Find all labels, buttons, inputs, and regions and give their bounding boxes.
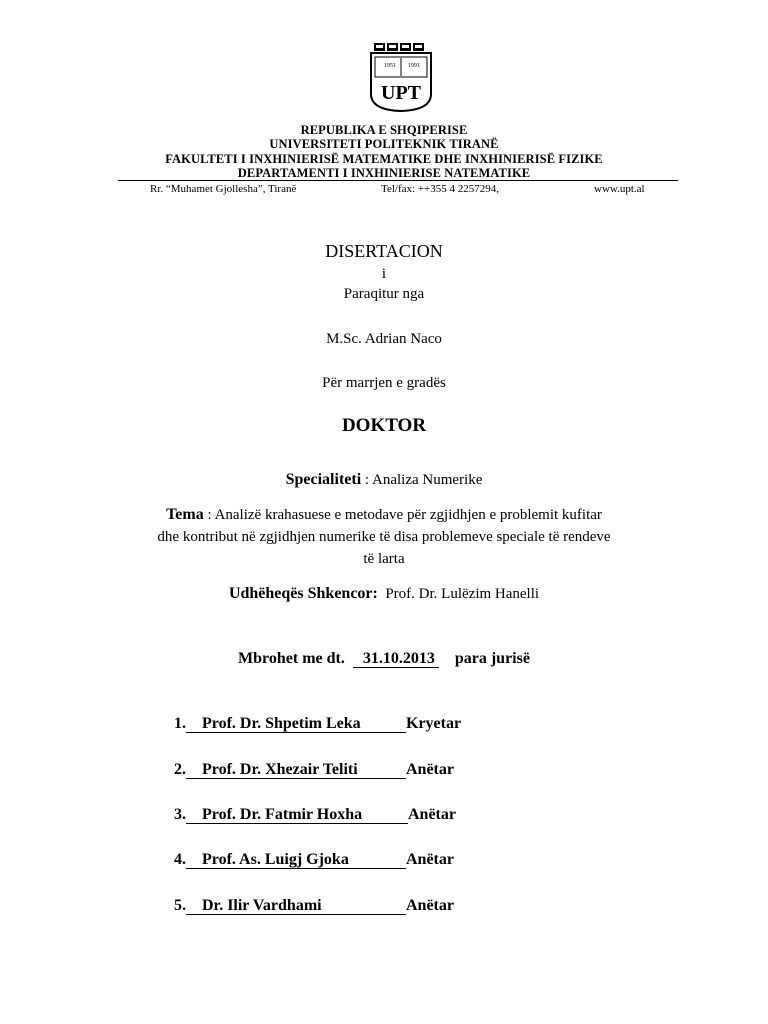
jury-role: Anëtar xyxy=(406,851,454,868)
jury-name: Prof. Dr. Shpetim Leka xyxy=(186,716,406,733)
jury-number: 4. xyxy=(174,851,186,868)
jury-member xyxy=(174,761,454,779)
specialty-line xyxy=(0,471,768,489)
jury-number: 5. xyxy=(174,897,186,914)
header-department: DEPARTAMENTI I INXHINIERISE NATEMATIKE xyxy=(237,166,531,180)
specialty-separator: : xyxy=(361,472,372,488)
supervisor-line xyxy=(0,585,768,603)
title-conjunction: i xyxy=(381,266,387,282)
logo-year-right: 1991 xyxy=(408,63,420,69)
header-university: UNIVERSITETI POLITEKNIK TIRANË xyxy=(269,137,499,151)
jury-member xyxy=(174,806,456,824)
supervisor-label: Udhëheqës Shkencor: xyxy=(228,585,378,602)
degree-intro: Për marrjen e gradës xyxy=(322,375,446,391)
logo-crown-icon xyxy=(374,43,424,51)
tema-text-2: dhe kontribut në zgjidhjen numerike të disa problemeve speciale të rendeve xyxy=(157,529,611,545)
defense-date: 31.10.2013 xyxy=(353,650,439,668)
specialty-value: Analiza Numerike xyxy=(372,472,483,488)
tema-line-1 xyxy=(0,506,768,524)
jury-member xyxy=(174,715,461,733)
header-website[interactable]: www.upt.al xyxy=(594,183,645,195)
degree-title: DOKTOR xyxy=(341,415,427,436)
jury-number: 2. xyxy=(174,761,186,778)
header-republic: REPUBLIKA E SHQIPERISE xyxy=(300,123,468,137)
logo-year-left: 1951 xyxy=(384,63,396,69)
header-divider xyxy=(118,180,678,181)
jury-name: Prof. As. Luigj Gjoka xyxy=(186,852,406,869)
header-faculty: FAKULTETI I INXHINIERISË MATEMATIKE DHE INXHINIERISË FIZIKE xyxy=(165,152,603,166)
jury-role: Anëtar xyxy=(406,897,454,914)
jury-number: 1. xyxy=(174,715,186,732)
jury-name: Dr. Ilir Vardhami xyxy=(186,898,406,915)
jury-role: Anëtar xyxy=(406,761,454,778)
supervisor-name: Prof. Dr. Lulëzim Hanelli xyxy=(385,586,540,602)
tema-text-1: Analizë krahasuese e metodave për zgjidhjen e problemit kufitar xyxy=(214,507,602,523)
defense-label: Mbrohet me dt. xyxy=(238,650,345,667)
jury-member xyxy=(174,897,454,915)
defense-suffix: para jurisë xyxy=(454,650,530,667)
jury-name: Prof. Dr. Xhezair Teliti xyxy=(186,762,406,779)
header-telfax: Tel/fax: ++355 4 2257294, xyxy=(381,183,499,195)
specialty-label: Specialiteti xyxy=(285,471,362,488)
document-title: DISERTACION xyxy=(325,241,443,261)
header-address: Rr. “Muhamet Gjollesha”, Tiranë xyxy=(150,183,297,195)
tema-label: Tema xyxy=(166,506,204,523)
jury-number: 3. xyxy=(174,806,186,823)
jury-member xyxy=(174,851,454,869)
tema-text-3: të larta xyxy=(363,551,405,567)
upt-logo xyxy=(367,42,435,112)
presented-by-label: Paraqitur nga xyxy=(343,286,425,302)
jury-role: Anëtar xyxy=(408,806,456,823)
defense-line xyxy=(0,650,768,668)
jury-role: Kryetar xyxy=(406,715,462,732)
author-name: M.Sc. Adrian Naco xyxy=(326,331,442,347)
tema-separator: : xyxy=(203,507,215,523)
jury-name: Prof. Dr. Fatmir Hoxha xyxy=(186,807,408,824)
logo-text: UPT xyxy=(381,82,421,104)
